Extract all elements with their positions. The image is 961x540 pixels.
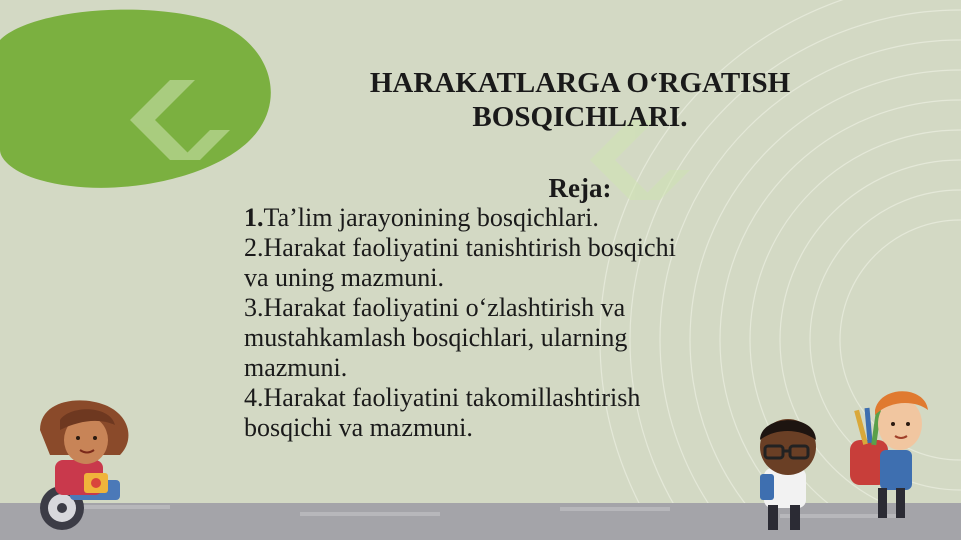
- plan-item-number: 4.: [244, 383, 264, 412]
- plan-item-text: Harakat faoliyatini tanishtirish bosqichi: [263, 233, 676, 262]
- plan-list: [244, 203, 824, 443]
- plan-item-text: mazmuni.: [244, 353, 348, 382]
- plan-item-number: 2.: [244, 233, 264, 262]
- plan-item-1: [244, 203, 824, 233]
- boy-backpack-illustration: [850, 391, 928, 518]
- plan-heading: Reja:: [548, 173, 612, 203]
- green-blob: [0, 10, 271, 188]
- plan-item-number: 1.: [244, 203, 264, 232]
- plan-item-text: Ta’lim jarayonining bosqichlari.: [263, 203, 599, 232]
- title-line: BOSQICHLARI.: [472, 101, 688, 133]
- title-line: HARAKATLARGA O‘RGATISH: [369, 67, 791, 99]
- plan-item-text: Harakat faoliyatini o‘zlashtirish va: [263, 293, 626, 322]
- slide-title: [330, 66, 830, 134]
- plan-item-4: [244, 383, 824, 413]
- plan-item-text: bosqichi va mazmuni.: [244, 413, 473, 442]
- plan-item-2: [244, 233, 824, 263]
- plan-item-text: va uning mazmuni.: [244, 263, 445, 292]
- plan-item-3: [244, 293, 824, 323]
- plan-item-number: 3.: [244, 293, 264, 322]
- plan-item-text: Harakat faoliyatini takomillashtirish: [263, 383, 641, 412]
- plan-item-text: mustahkamlash bosqichlari, ularning: [244, 323, 628, 352]
